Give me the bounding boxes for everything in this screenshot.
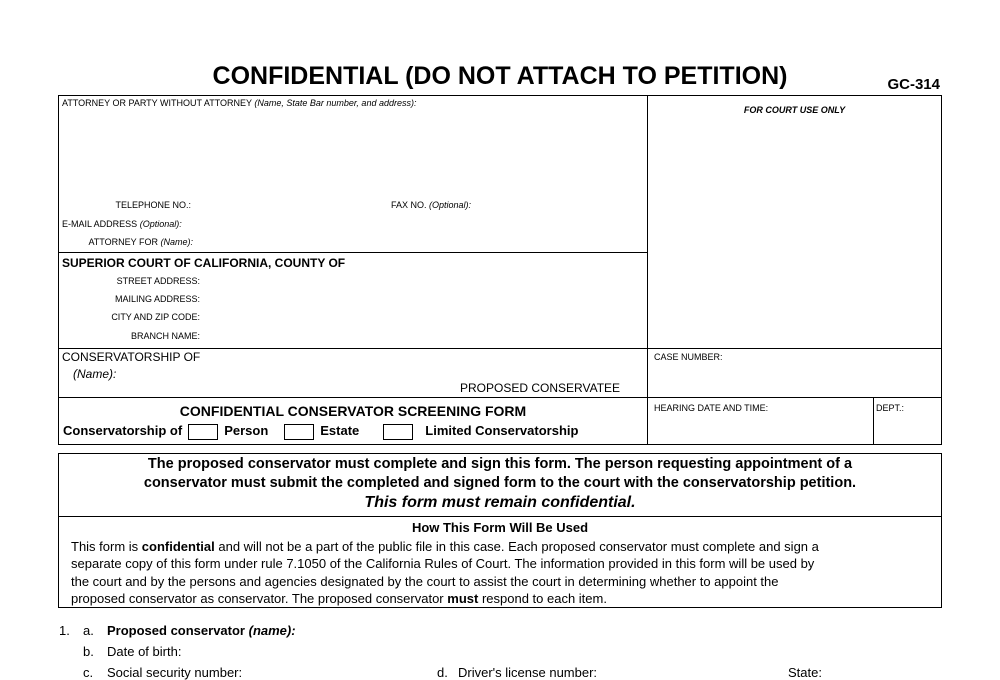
item-c-letter: c. bbox=[83, 665, 94, 680]
mailing-address-label: MAILING ADDRESS: bbox=[114, 294, 200, 304]
divider-attorney-court bbox=[58, 252, 648, 253]
caption-divider bbox=[647, 95, 648, 445]
branch-name-label: BRANCH NAME: bbox=[130, 331, 200, 341]
usage-heading: How This Form Will Be Used bbox=[411, 520, 589, 535]
limited-conservatorship-checkbox[interactable] bbox=[383, 424, 413, 440]
case-number-label: CASE NUMBER: bbox=[654, 352, 723, 362]
attorney-label: ATTORNEY OR PARTY WITHOUT ATTORNEY (Name, State Bar number, and address): bbox=[62, 98, 417, 108]
form-number: GC-314 bbox=[887, 76, 940, 93]
city-zip-label: CITY AND ZIP CODE: bbox=[111, 312, 200, 322]
divider-dept bbox=[873, 397, 874, 445]
conservatorship-of-label: CONSERVATORSHIP OF bbox=[62, 350, 201, 364]
attorney-for-label: ATTORNEY FOR (Name): bbox=[88, 237, 193, 247]
form-title: CONFIDENTIAL CONSERVATOR SCREENING FORM bbox=[179, 403, 527, 419]
court-heading: SUPERIOR COURT OF CALIFORNIA, COUNTY OF bbox=[62, 256, 346, 270]
fax-label: FAX NO. (Optional): bbox=[391, 200, 472, 210]
item-a-letter: a. bbox=[83, 623, 94, 638]
item-d-letter: d. bbox=[437, 665, 448, 680]
drivers-license-label: Driver's license number: bbox=[458, 665, 598, 680]
usage-text: This form is confidential and will not be a part of the public file in this case. Each proposed conservator must complete and sign a separate copy of this form under rule 7.1050 of the California Rules of Court. The information provided in this form will be used by the court and by the persons and agencies designated by the court to assist the court in determining whether to appoint the proposed conservator as conservator. The proposed conservator must respond to each item. bbox=[71, 539, 819, 607]
name-note: (Name): bbox=[73, 367, 117, 381]
notice-divider bbox=[58, 516, 942, 517]
street-address-label: STREET ADDRESS: bbox=[116, 276, 200, 286]
person-checkbox[interactable] bbox=[188, 424, 218, 440]
dept-label: DEPT.: bbox=[876, 403, 905, 413]
divider-title bbox=[58, 397, 942, 398]
conservatorship-options: Conservatorship of Person Estate Limited Conservatorship bbox=[63, 423, 579, 438]
proposed-conservatee-label: PROPOSED CONSERVATEE bbox=[460, 381, 621, 395]
telephone-label: TELEPHONE NO.: bbox=[115, 200, 191, 210]
item-b-letter: b. bbox=[83, 644, 94, 659]
ssn-label: Social security number: bbox=[107, 665, 243, 680]
hearing-label: HEARING DATE AND TIME: bbox=[654, 403, 769, 413]
confidential-notice: This form must remain confidential. bbox=[364, 494, 636, 511]
date-of-birth-label: Date of birth: bbox=[107, 644, 182, 659]
estate-checkbox[interactable] bbox=[284, 424, 314, 440]
page-title: CONFIDENTIAL (DO NOT ATTACH TO PETITION) bbox=[212, 62, 788, 90]
notice-text: The proposed conservator must complete and sign this form. The person requesting appointment of a conservator must submit the completed and signed form to the court with the conservatorship petition. This form must remain confidential. bbox=[58, 455, 942, 512]
court-use-label: FOR COURT USE ONLY bbox=[743, 105, 846, 115]
proposed-conservator-name-label: Proposed conservator (name): bbox=[107, 623, 296, 638]
email-label: E-MAIL ADDRESS (Optional): bbox=[62, 219, 182, 229]
item-1-number: 1. bbox=[59, 623, 70, 638]
state-label: State: bbox=[788, 665, 822, 680]
divider-case bbox=[58, 348, 942, 349]
